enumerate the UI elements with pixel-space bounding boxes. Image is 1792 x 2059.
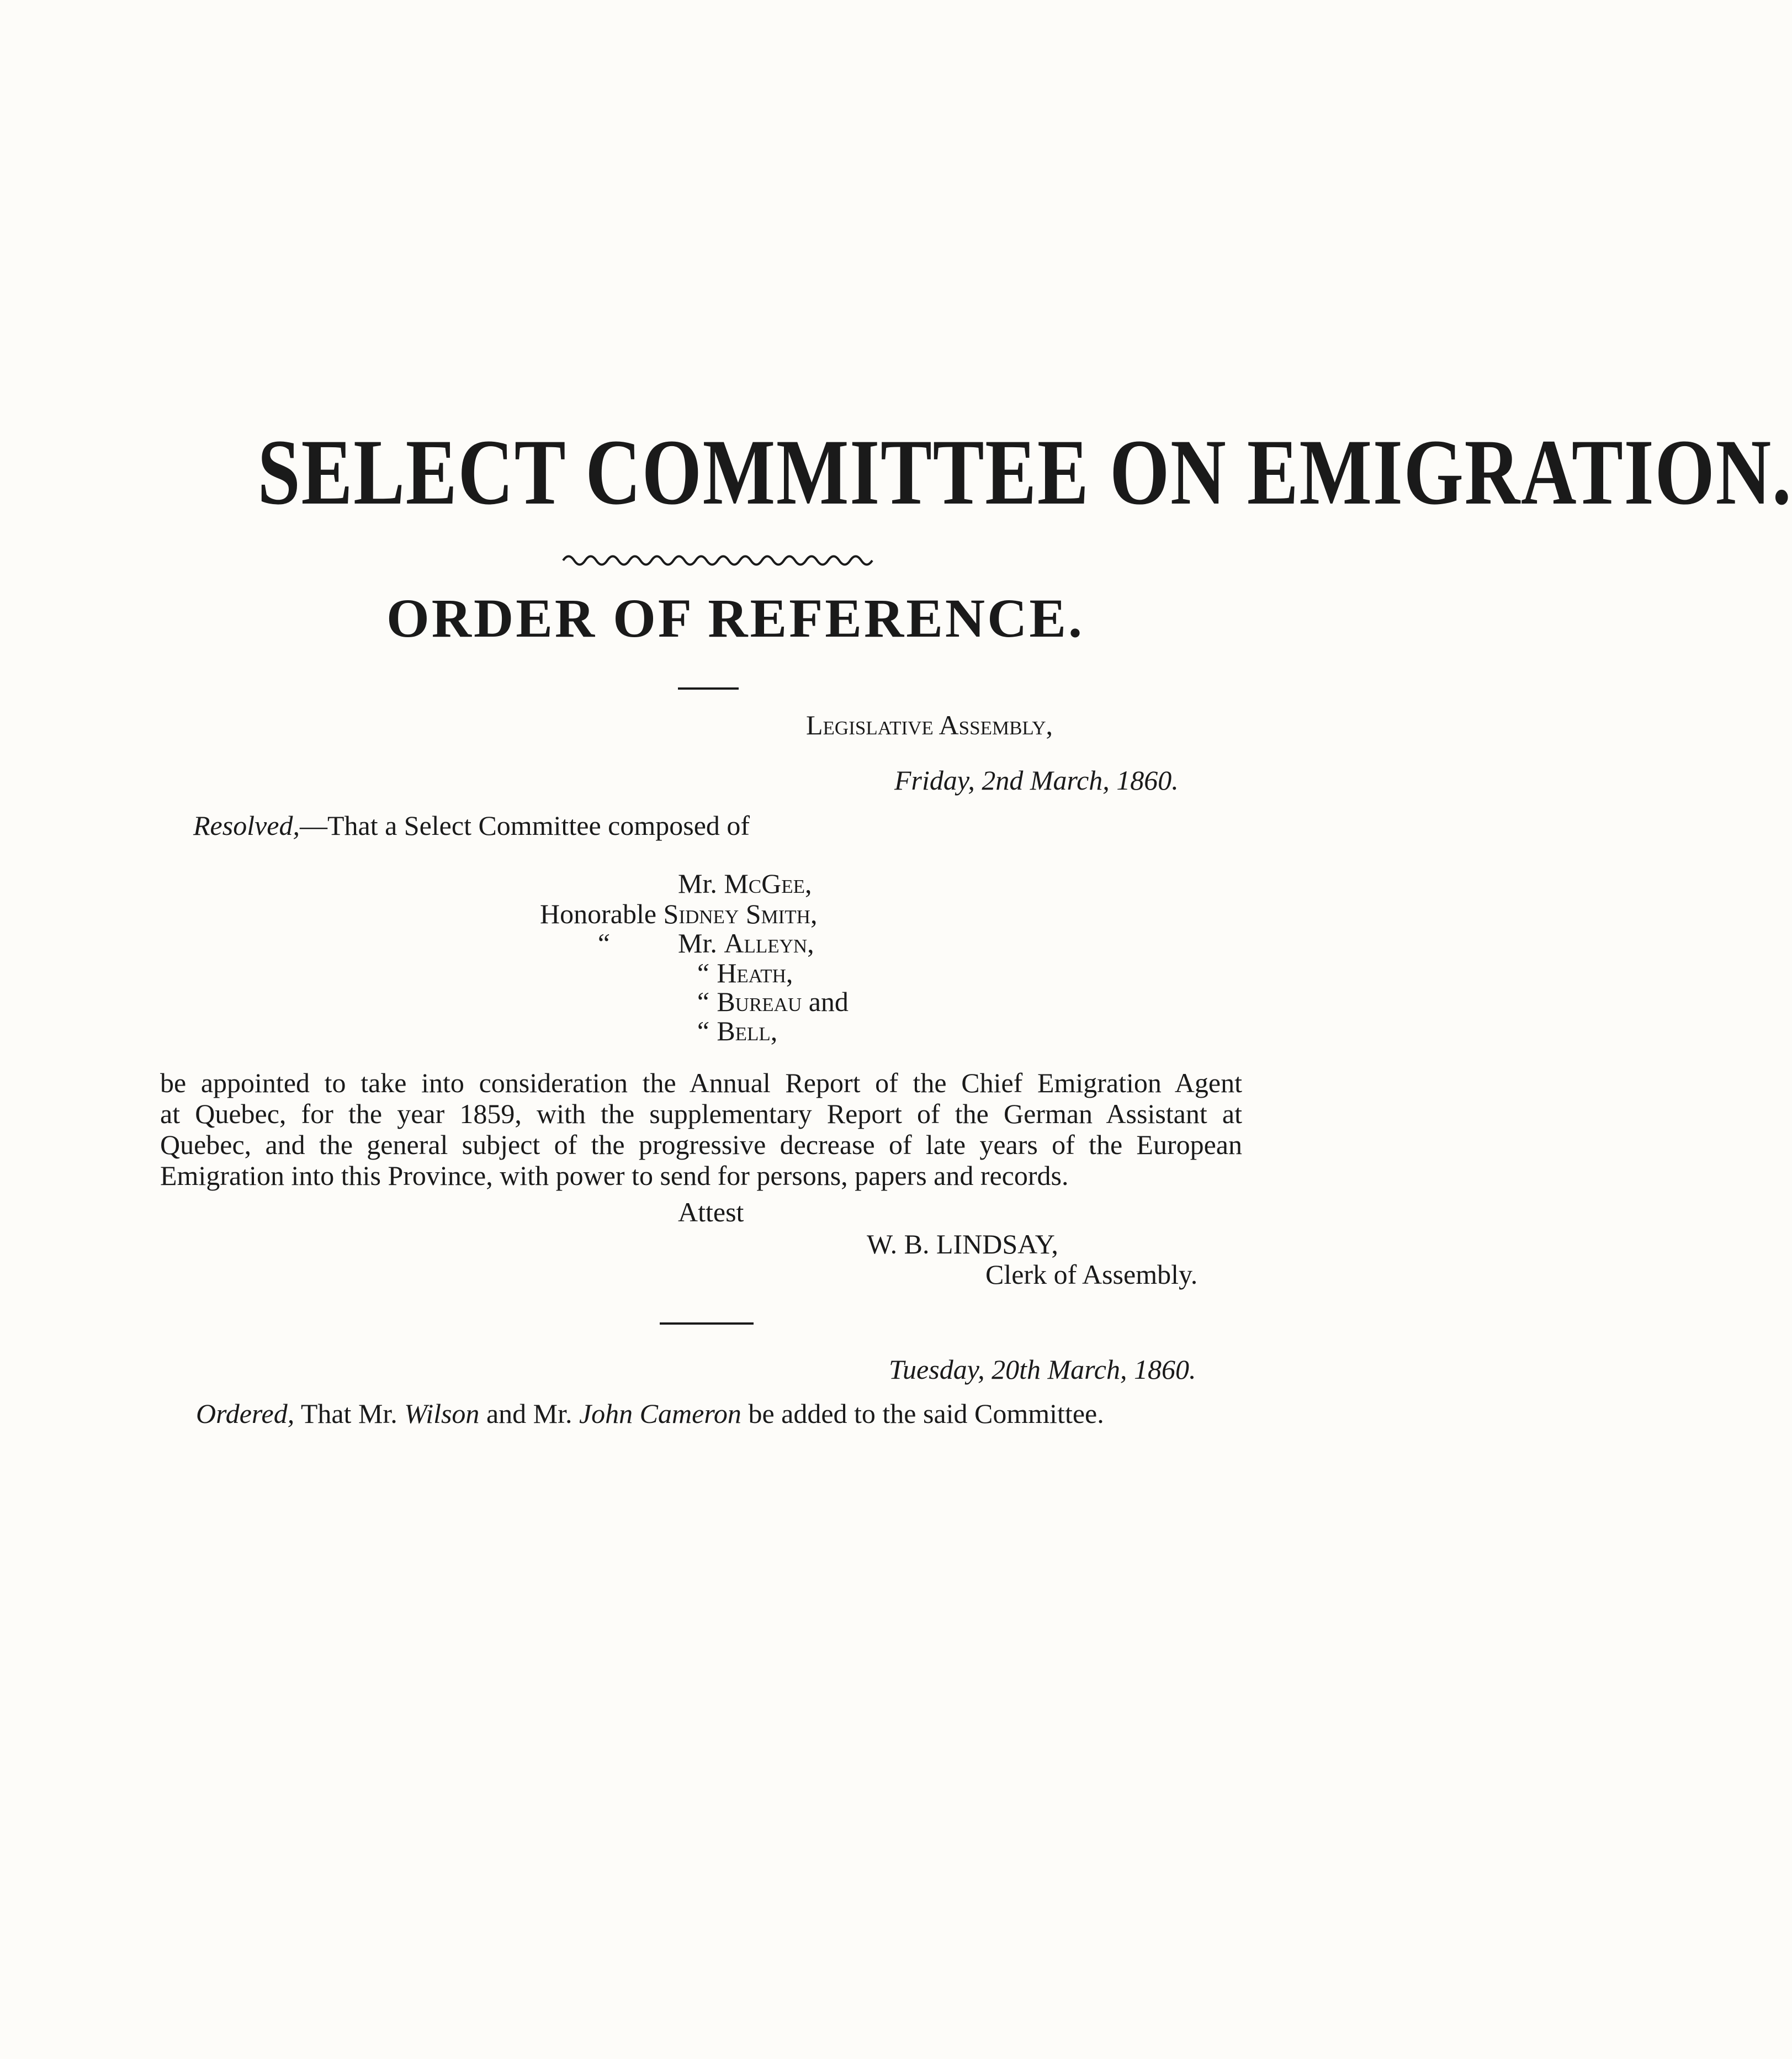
wavy-ornament [563,552,872,569]
ordered-text: and Mr. [486,1398,572,1429]
ditto-mark: “ [595,928,611,959]
divider-rule [660,1322,754,1325]
ditto-mark: “ [694,986,710,1017]
member-row [694,988,849,1015]
member-title: Mr. [678,868,717,899]
member-row [694,1017,777,1045]
paragraph-line: be appointed to take into consideration the Annual Report of the Chief Emigration Agent [160,1067,1242,1098]
member-name: Sidney Smith, [663,898,818,929]
resolution-date: Friday, 2nd March, 1860. [894,765,1179,796]
document-title: SELECT COMMITTEE ON EMIGRATION. [257,420,1792,524]
added-member-name: Wilson [404,1398,480,1429]
member-row [694,959,793,987]
member-name: Heath, [717,957,793,988]
signatory-name: W. B. LINDSAY, [867,1229,1058,1259]
document-subtitle: ORDER OF REFERENCE. [386,587,1085,649]
ditto-mark: “ [694,1015,710,1046]
member-row [678,870,812,897]
resolved-label: Resolved, [193,810,300,841]
member-suffix: and [808,986,849,1017]
member-name: Bureau [717,986,802,1017]
assembly-heading: Legislative Assembly, [806,710,1053,740]
divider-rule [678,687,739,690]
member-title: Mr. [678,928,717,959]
second-order-line [196,1400,1104,1427]
paragraph-line: Emigration into this Province, with power to send for persons, papers and records. [160,1160,1069,1191]
attest-label: Attest [678,1197,744,1227]
resolved-text: —That a Select Committee composed of [299,810,750,841]
ditto-mark: “ [694,957,710,988]
paragraph-line: at Quebec, for the year 1859, with the supplementary Report of the German Assistant at [160,1098,1242,1129]
ordered-text: That Mr. [300,1398,397,1429]
member-name: McGee, [724,868,812,899]
member-row [678,929,814,957]
member-prefix: Honorable [540,898,657,929]
ordered-text: be added to the said Committee. [748,1398,1104,1429]
signatory-office: Clerk of Assembly. [985,1259,1198,1290]
appointment-paragraph [160,1067,1242,1191]
paragraph-line: Quebec, and the general subject of the progressive decrease of late years of the European [160,1129,1242,1160]
added-member-name: John Cameron [579,1398,741,1429]
member-row [540,900,817,928]
second-order-date: Tuesday, 20th March, 1860. [889,1354,1196,1385]
member-name: Alleyn, [724,928,814,959]
member-name: Bell, [717,1015,778,1046]
resolved-line [193,812,750,839]
ordered-label: Ordered, [196,1398,295,1429]
